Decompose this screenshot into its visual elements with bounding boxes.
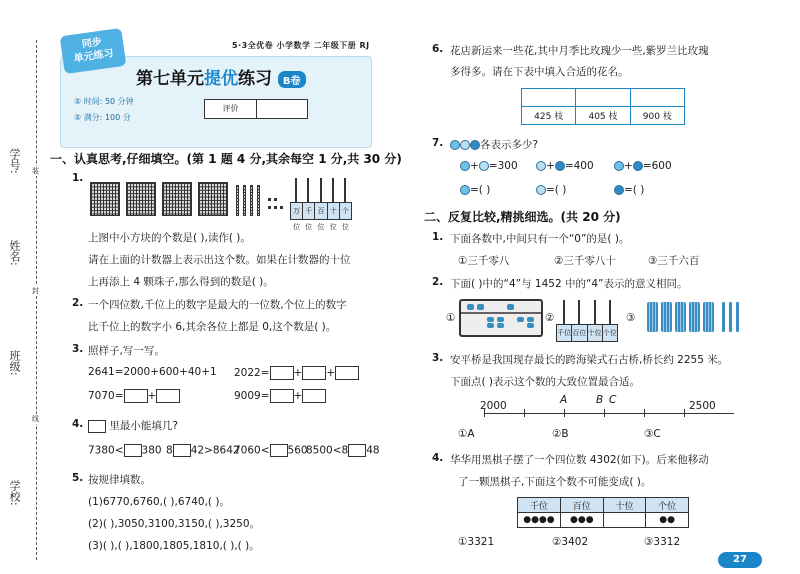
- grape-icon: [633, 161, 643, 171]
- s2-number: 2.: [432, 276, 444, 288]
- counter-stick: [609, 300, 611, 324]
- pear-icon: [479, 161, 489, 171]
- ten-rod: [250, 185, 253, 216]
- q5-row-3: (3)( ),( ),1800,1805,1810,( ),( )。: [88, 540, 260, 552]
- thousand-cube: [126, 182, 156, 216]
- class-label: 班级:: [8, 350, 21, 376]
- title-part-b: 提优: [204, 69, 238, 89]
- expr-left: 7070=: [88, 390, 124, 402]
- q7-eq-1: + =300: [460, 160, 518, 172]
- unit-dot: [274, 198, 277, 201]
- badge-line-2: 单元练习: [73, 48, 115, 65]
- abacus-counter[interactable]: [290, 178, 352, 231]
- place-value-table: [517, 497, 689, 528]
- apple-icon: [450, 140, 460, 150]
- flower-table: [521, 88, 685, 125]
- expr-left: 7380<: [88, 444, 124, 457]
- q3-expr-2: [234, 366, 359, 380]
- s1-text: 下面各数中,中间只有一个“0”的是( )。: [450, 233, 630, 245]
- q4-expr-2: [166, 444, 240, 457]
- s1-option-2[interactable]: ②三千零八十: [554, 255, 616, 267]
- bundle-icon: [661, 302, 672, 332]
- q7-answer-1[interactable]: [460, 184, 490, 196]
- s3-option-1[interactable]: ①A: [458, 428, 475, 440]
- counter-label: 万位: [291, 203, 303, 219]
- counter-stick: [344, 178, 346, 202]
- counter-label: 千位: [303, 203, 315, 219]
- q4-expr-1: [88, 444, 162, 457]
- cut-word-1: 装: [32, 167, 39, 175]
- q2-line-1: 一个四位数,千位上的数字是最大的一位数,个位上的数字: [88, 299, 347, 311]
- title-part-a: 第七单元: [136, 69, 204, 89]
- expr-right: 560: [287, 444, 308, 457]
- q2-line-2: 比千位上的数字小 6,其余各位上都是 0,这个数是( )。: [88, 321, 337, 333]
- bundle-icon: [675, 302, 686, 332]
- flower-name-cell[interactable]: [630, 89, 684, 107]
- q6-number: 6.: [432, 43, 444, 55]
- q7-answer-3[interactable]: [614, 184, 644, 196]
- number-line-left: 2000: [480, 400, 507, 412]
- counter-label: 千位: [557, 325, 572, 341]
- answer-blank: =( ): [470, 184, 491, 196]
- expr-left: 8500<8: [306, 444, 349, 457]
- answer-box[interactable]: [270, 389, 294, 403]
- q5-text: 按规律填数。: [88, 474, 151, 486]
- expr-left: 8: [166, 444, 173, 457]
- expr-right: 48: [366, 444, 380, 457]
- answer-box[interactable]: [156, 389, 180, 403]
- book-meta: 5·3全优卷 小学数学 二年级下册 RJ: [232, 41, 370, 50]
- expr-left: 7060<: [234, 444, 270, 457]
- thousand-cube: [162, 182, 192, 216]
- s4-option-1[interactable]: ①3321: [458, 536, 495, 548]
- dot-cell: [603, 513, 646, 528]
- dot-cell: ●●●: [560, 513, 603, 528]
- q3-expr-3: [88, 389, 180, 403]
- counter-stick: [594, 300, 596, 324]
- name-label: 姓名:: [8, 240, 21, 266]
- table-header: 个位: [646, 498, 689, 513]
- flower-count-cell: 405 枝: [576, 107, 630, 125]
- eq-right: =300: [488, 160, 518, 172]
- s4-option-2[interactable]: ②3402: [552, 536, 589, 548]
- q7-text-label: 各表示多少?: [480, 139, 539, 151]
- number-line-tick: [564, 409, 565, 417]
- q7-eq-2: + =400: [536, 160, 594, 172]
- table-header: 千位: [518, 498, 561, 513]
- abacus-figure: [459, 299, 543, 337]
- abacus-beads: [461, 301, 541, 335]
- eq-right: =600: [642, 160, 672, 172]
- number-line-right: 2500: [689, 400, 716, 412]
- pear-icon: [460, 140, 470, 150]
- plus-sign: +: [293, 367, 303, 379]
- thousand-cube: [90, 182, 120, 216]
- flower-count-cell: 425 枝: [522, 107, 576, 125]
- answer-box[interactable]: [124, 389, 148, 403]
- answer-blank: =( ): [546, 184, 567, 196]
- s2-option-1[interactable]: ①: [446, 312, 456, 324]
- counter-stick: [307, 178, 309, 202]
- section-2-title: 二、反复比较,精挑细选。(共 20 分): [424, 210, 621, 224]
- q7-number: 7.: [432, 137, 444, 149]
- counter-stick: [320, 178, 322, 202]
- score-label: 评价: [205, 100, 257, 118]
- counter-label: 十位: [588, 325, 603, 341]
- counter-label: 百位: [315, 203, 327, 219]
- ten-rod: [243, 185, 246, 216]
- s3-option-2[interactable]: ②B: [552, 428, 569, 440]
- cut-line: [36, 40, 37, 560]
- dot-cell: ●●●●: [518, 513, 561, 528]
- grape-icon: [470, 140, 480, 150]
- counter-stick: [332, 178, 334, 202]
- version-badge: B卷: [278, 71, 306, 88]
- eq-right: =400: [564, 160, 594, 172]
- q1-number: 1.: [72, 172, 84, 184]
- answer-box[interactable]: [270, 366, 294, 380]
- q7-text: [450, 137, 538, 152]
- q6-line-2: 多得多。请在下表中填入合适的花名。: [450, 66, 629, 78]
- page-title: [136, 64, 306, 89]
- q5-row-2: (2)( ),3050,3100,3150,( ),3250。: [88, 518, 261, 530]
- unit-dot: [274, 206, 277, 209]
- flower-count-cell: 900 枝: [630, 107, 684, 125]
- q3-number: 3.: [72, 343, 84, 355]
- s3-line-2: 下面点( )表示这个数的大致位置最合适。: [450, 376, 641, 388]
- s1-option-1[interactable]: ①三千零八: [458, 255, 510, 267]
- expr-right: 42>8642: [190, 444, 240, 457]
- pear-icon: [536, 185, 546, 195]
- q1-line-1: 上图中小方块的个数是( ),读作( )。: [88, 232, 251, 244]
- q1-line-2: 请在上面的计数器上表示出这个数。如果在计数器的十位: [88, 254, 351, 266]
- expr-left: 9009=: [234, 390, 270, 402]
- school-label: 学校:: [8, 480, 21, 506]
- grape-icon: [614, 185, 624, 195]
- answer-box[interactable]: [124, 444, 142, 457]
- expr-left: 2022=: [234, 367, 270, 379]
- s2-option-3[interactable]: ③: [626, 312, 636, 324]
- unit-dot: [280, 206, 283, 209]
- ten-rod: [257, 185, 260, 216]
- answer-box-sample: [88, 420, 106, 433]
- dot-cell: ●●: [646, 513, 689, 528]
- counter-stick: [578, 300, 580, 324]
- q4-text-label: 里最小能填几?: [109, 420, 178, 432]
- expr-right: 380: [141, 444, 162, 457]
- answer-box[interactable]: [270, 444, 288, 457]
- full-score: ⑤ 满分: 100 分: [74, 113, 131, 122]
- s4-line-2: 了一颗黑棋子,下面这个数不可能变成( )。: [458, 476, 652, 488]
- bundle-icon: [703, 302, 714, 332]
- number-line-tick: [524, 409, 525, 417]
- plus-sign: +: [326, 367, 336, 379]
- answer-box[interactable]: [335, 366, 359, 380]
- bundle-icon: [689, 302, 700, 332]
- s4-line-1: 华华用黑棋子摆了一个四位数 4302(如下)。后来他移动: [450, 454, 709, 466]
- point-c-label: C: [609, 394, 617, 406]
- cut-word-2: 封: [32, 287, 39, 295]
- answer-box[interactable]: [302, 366, 326, 380]
- q1-line-3: 上再添上 4 颗珠子,那么得到的数是( )。: [88, 276, 274, 288]
- time-limit: ⑤ 时间: 50 分钟: [74, 97, 134, 106]
- counter-figure: [556, 300, 618, 342]
- student-no-label: 学号:: [8, 148, 21, 174]
- unit-dot: [268, 198, 271, 201]
- counter-label: 个位: [602, 329, 617, 337]
- q7-eq-3: + =600: [614, 160, 672, 172]
- title-part-c: 练习: [238, 69, 272, 89]
- bundle-icon: [647, 302, 658, 332]
- number-line: [484, 413, 734, 414]
- q5-number: 5.: [72, 472, 84, 484]
- answer-box[interactable]: [302, 389, 326, 403]
- s1-number: 1.: [432, 231, 444, 243]
- q5-row-1: (1)6770,6760,( ),6740,( )。: [88, 496, 230, 508]
- counter-label: 百位: [572, 325, 587, 341]
- point-b-label: B: [596, 394, 604, 406]
- answer-box[interactable]: [173, 444, 191, 457]
- q4-expr-3: [234, 444, 308, 457]
- s4-option-3[interactable]: ③3312: [644, 536, 681, 548]
- grape-icon: [555, 161, 565, 171]
- counter-stick: [563, 300, 565, 324]
- number-line-tick: [644, 409, 645, 417]
- s3-option-3[interactable]: ③C: [644, 428, 661, 440]
- q2-number: 2.: [72, 297, 84, 309]
- stick-icon: [722, 302, 725, 332]
- table-header: 百位: [560, 498, 603, 513]
- answer-blank: =( ): [624, 184, 645, 196]
- table-header: 十位: [603, 498, 646, 513]
- point-a-label: A: [560, 394, 568, 406]
- stick-icon: [736, 302, 739, 332]
- q7-answer-2[interactable]: [536, 184, 566, 196]
- apple-icon: [614, 161, 624, 171]
- s2-text: 下面( )中的“4”与 1452 中的“4”表示的意义相同。: [450, 278, 688, 290]
- q4-number: 4.: [72, 418, 84, 430]
- counter-stick: [295, 178, 297, 202]
- apple-icon: [460, 185, 470, 195]
- flower-name-cell[interactable]: [576, 89, 630, 107]
- thousand-cube: [198, 182, 228, 216]
- s4-number: 4.: [432, 452, 444, 464]
- ten-rod: [236, 185, 239, 216]
- apple-icon: [460, 161, 470, 171]
- s3-line-1: 安平桥是我国现存最长的跨海梁式石古桥,桥长约 2255 米。: [450, 354, 729, 366]
- page-number: 27: [718, 552, 762, 568]
- q3-text: 照样子,写一写。: [88, 345, 165, 357]
- score-field[interactable]: [257, 100, 307, 118]
- badge-line-1: 同步: [81, 36, 103, 51]
- cut-word-3: 线: [32, 415, 39, 423]
- counter-label: 十位: [328, 203, 340, 219]
- section-1-title: 一、认真思考,仔细填空。(第 1 题 4 分,其余每空 1 分,共 30 分): [50, 152, 402, 166]
- unit-dot: [268, 206, 271, 209]
- counter-label: 个位: [341, 207, 349, 231]
- q4-expr-4: [306, 444, 380, 457]
- q3-example: 2641=2000+600+40+1: [88, 366, 217, 378]
- s1-option-3[interactable]: ③三千六百: [648, 255, 700, 267]
- s2-option-2[interactable]: ②: [545, 312, 555, 324]
- q3-expr-4: [234, 389, 326, 403]
- plus-sign: +: [147, 390, 157, 402]
- score-box[interactable]: [204, 99, 308, 119]
- number-line-tick: [684, 409, 685, 417]
- q6-line-1: 花店新运来一些花,其中月季比玫瑰少一些,紫罗兰比玫瑰: [450, 45, 709, 57]
- q4-text: [88, 418, 178, 433]
- s3-number: 3.: [432, 352, 444, 364]
- pear-icon: [536, 161, 546, 171]
- number-line-tick: [604, 409, 605, 417]
- stick-icon: [729, 302, 732, 332]
- answer-box[interactable]: [348, 444, 366, 457]
- flower-name-cell[interactable]: [522, 89, 576, 107]
- plus-sign: +: [293, 390, 303, 402]
- binding-strip: [0, 0, 44, 574]
